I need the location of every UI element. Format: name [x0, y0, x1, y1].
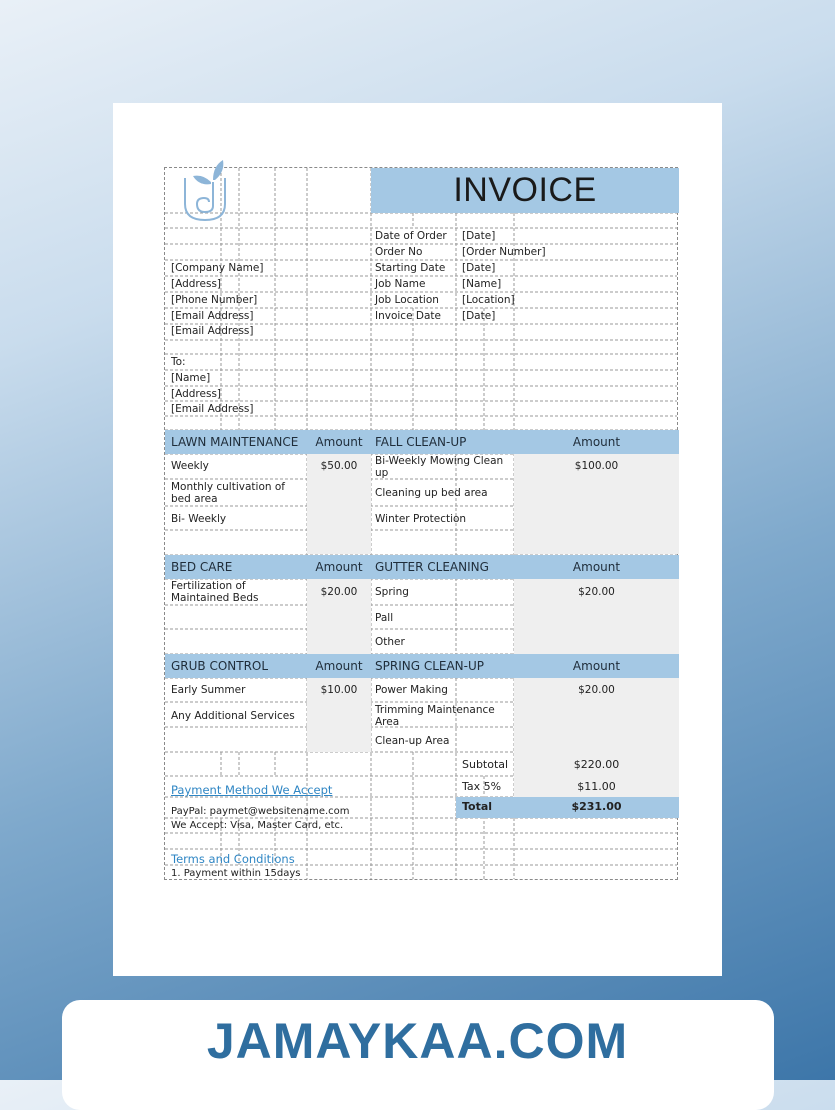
fall-title: FALL CLEAN-UP [375, 435, 467, 449]
terms-heading: Terms and Conditions [171, 852, 295, 866]
gutter-amount-header: Amount [572, 560, 621, 574]
tax-label: Tax 5% [462, 780, 502, 793]
order-info-label: Job Location [375, 294, 439, 306]
paypal-info: PayPal: paymet@websitename.com [171, 806, 350, 817]
total-label: Total [462, 800, 493, 813]
to-email: [Email Address] [171, 403, 254, 415]
company-name: [Company Name] [171, 262, 264, 274]
order-info-value: [Date] [462, 230, 496, 242]
lawn-item-amount: $50.00 [320, 460, 358, 472]
bed-title: BED CARE [171, 560, 233, 574]
fall-item-amount: $100.00 [574, 460, 619, 472]
grub-item: Early Summer [171, 684, 246, 696]
spring-item: Clean-up Area [375, 735, 450, 747]
gutter-title: GUTTER CLEANING [375, 560, 489, 574]
spring-item: Trimming Maintenance Area [375, 704, 495, 728]
order-info-value: [Location] [462, 294, 515, 306]
grub-item-amount: $10.00 [320, 684, 358, 696]
order-info-value: [Date] [462, 310, 496, 322]
lawn-title: LAWN MAINTENANCE [171, 435, 299, 449]
grub-title: GRUB CONTROL [171, 659, 269, 673]
company-email: [Email Address] [171, 310, 254, 322]
order-info-value: [Name] [462, 278, 502, 290]
gutter-item: Spring [375, 586, 409, 598]
gutter-item-amount: $20.00 [578, 586, 615, 598]
fall-amount-header: Amount [572, 435, 621, 449]
order-info-value: [Date] [462, 262, 496, 274]
to-label: To: [171, 356, 186, 368]
order-info-label: Starting Date [375, 262, 446, 274]
leaf-logo-icon [177, 156, 247, 226]
gutter-item: Other [375, 636, 405, 648]
company-email: [Email Address] [171, 325, 254, 337]
bed-item-amount: $20.00 [320, 586, 358, 598]
order-info-value: [Order Number] [462, 246, 546, 258]
invoice-title: INVOICE [371, 168, 679, 213]
order-info-label: Invoice Date [375, 310, 441, 322]
lawn-amount-header: Amount [315, 435, 363, 449]
bed-amount-header: Amount [315, 560, 363, 574]
grub-amount-header: Amount [315, 659, 363, 673]
company-address: [Address] [171, 278, 222, 290]
payment-method-heading: Payment Method We Accept [171, 783, 333, 797]
fall-item: Bi-Weekly Mowing Clean up [375, 455, 504, 479]
to-name: [Name] [171, 372, 211, 384]
accepted-cards: We Accept: Visa, Master Card, etc. [171, 820, 344, 831]
company-phone: [Phone Number] [171, 294, 258, 306]
lawn-item: Weekly [171, 460, 209, 472]
total-value: $231.00 [571, 800, 622, 813]
order-info-label: Date of Order [375, 230, 447, 242]
order-info-label: Order No [375, 246, 423, 258]
lawn-item: Bi- Weekly [171, 513, 227, 525]
subtotal-label: Subtotal [462, 758, 509, 771]
order-info-label: Job Name [375, 278, 426, 290]
spring-title: SPRING CLEAN-UP [375, 659, 485, 673]
brand-watermark: JAMAYKAA.COM [206, 1013, 629, 1069]
grub-item: Any Additional Services [171, 710, 295, 722]
terms-line: 1. Payment within 15days [171, 868, 301, 879]
fall-item: Winter Protection [375, 513, 467, 525]
tax-value: $11.00 [577, 780, 616, 793]
spring-item: Power Making [375, 684, 448, 696]
spring-amount-header: Amount [572, 659, 621, 673]
spring-item-amount: $20.00 [578, 684, 615, 696]
subtotal-value: $220.00 [573, 758, 620, 771]
to-address: [Address] [171, 388, 222, 400]
gutter-item: Pall [375, 612, 394, 624]
bed-item: Fertilization of Maintained Beds [171, 580, 259, 604]
lawn-item: Monthly cultivation of bed area [171, 481, 285, 505]
fall-item: Cleaning up bed area [375, 487, 488, 499]
invoice-sheet [164, 167, 678, 880]
